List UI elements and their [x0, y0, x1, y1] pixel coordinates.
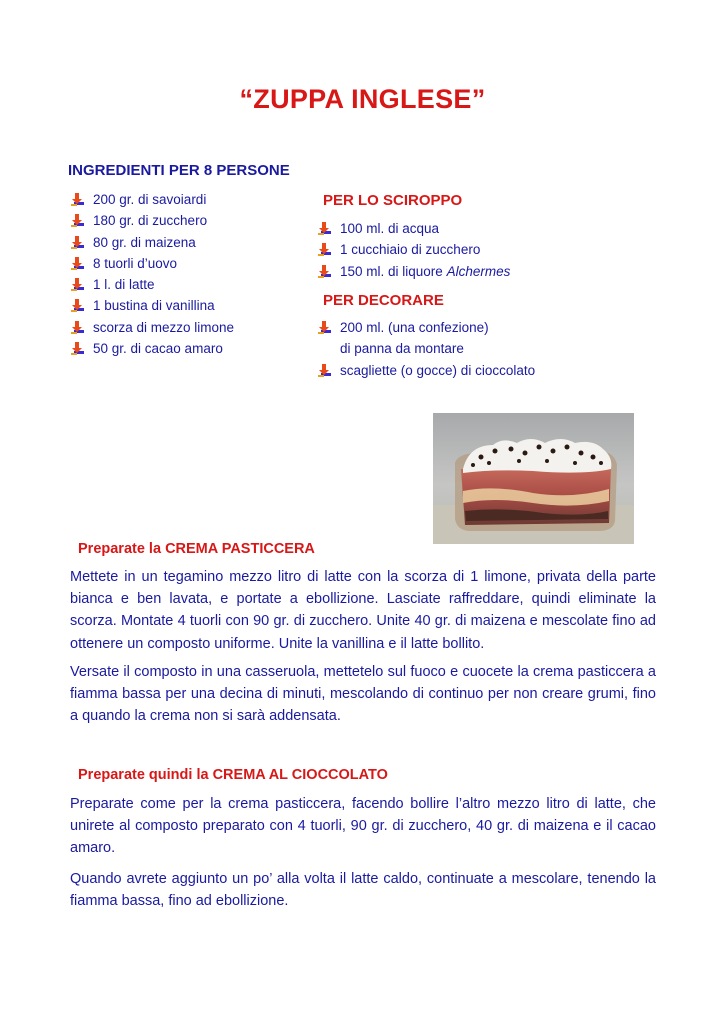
section-title-crema-pasticcera: Preparate la CREMA PASTICCERA [78, 541, 315, 557]
arrow-bullet-icon [70, 214, 84, 228]
decor-heading: PER DECORARE [323, 292, 444, 309]
list-item: 1 l. di latte [68, 274, 234, 295]
dessert-photo [433, 413, 634, 544]
arrow-bullet-icon [317, 321, 331, 335]
list-item: 100 ml. di acqua [315, 218, 510, 239]
arrow-bullet-icon [70, 342, 84, 356]
paragraph: Preparate come per la crema pasticcera, facendo bollire l’altro mezzo litro di latte, che unirete al composto preparato con 4 tuorli, 90 gr. di zucchero, 40 gr. di maizena e il cacao amaro. [70, 796, 656, 857]
list-item: 200 gr. di savoiardi [68, 189, 234, 210]
arrow-bullet-icon [317, 265, 331, 279]
arrow-bullet-icon [70, 299, 84, 313]
paragraph: Versate il composto in una casseruola, mettetelo sul fuoco e cuocete la crema pasticcera a fiamma bassa per una decina di minuti, mescolando di continuo per non creare grumi, fino a quando la crema non si sarà addensata. [70, 664, 656, 725]
list-item: 1 bustina di vanillina [68, 295, 234, 316]
arrow-bullet-icon [70, 278, 84, 292]
list-item-continuation: di panna da montare [340, 341, 464, 357]
list-item: 80 gr. di maizena [68, 232, 234, 253]
arrow-bullet-icon [70, 236, 84, 250]
ingredients-list [68, 189, 234, 359]
list-item: scorza di mezzo limone [68, 317, 234, 338]
list-item: 180 gr. di zucchero [68, 210, 234, 231]
ingredients-heading: INGREDIENTI PER 8 PERSONE [68, 162, 290, 179]
arrow-bullet-icon [70, 321, 84, 335]
arrow-bullet-icon [317, 243, 331, 257]
list-item: 8 tuorli d’uovo [68, 253, 234, 274]
list-item: scagliette (o gocce) di cioccolato [315, 360, 535, 381]
section-title-crema-cioccolato: Preparate quindi la CREMA AL CIOCCOLATO [78, 767, 388, 783]
paragraph: Mettete in un tegamino mezzo litro di latte con la scorza di 1 limone, privata della parte bianca e ben lavata, e portate a ebollizione. Lasciate raffreddare, quindi eliminate la scorza. Montate 4 tuorli con 90 gr. di zucchero. Unite 40 gr. di maizena e mescolate fino ad ottenere un composto uniforme. Unite la vanillina e il latte bollito. [70, 569, 656, 652]
syrup-list [315, 218, 510, 282]
liqueur-name: Alchermes [446, 263, 511, 279]
syrup-heading: PER LO SCIROPPO [323, 192, 463, 209]
decor-list [315, 317, 535, 381]
paragraph: Quando avrete aggiunto un po’ alla volta il latte caldo, continuate a mescolare, tenendo la fiamma bassa, fino ad ebollizione. [70, 871, 656, 910]
list-item: 150 ml. di liquore Alchermes [315, 261, 510, 282]
list-item: 1 cucchiaio di zucchero [315, 239, 510, 260]
list-item: 50 gr. di cacao amaro [68, 338, 234, 359]
arrow-bullet-icon [70, 257, 84, 271]
recipe-title: “ZUPPA INGLESE” [239, 84, 486, 114]
arrow-bullet-icon [317, 364, 331, 378]
arrow-bullet-icon [317, 222, 331, 236]
arrow-bullet-icon [70, 193, 84, 207]
list-item: 200 ml. (una confezione) [315, 317, 535, 338]
